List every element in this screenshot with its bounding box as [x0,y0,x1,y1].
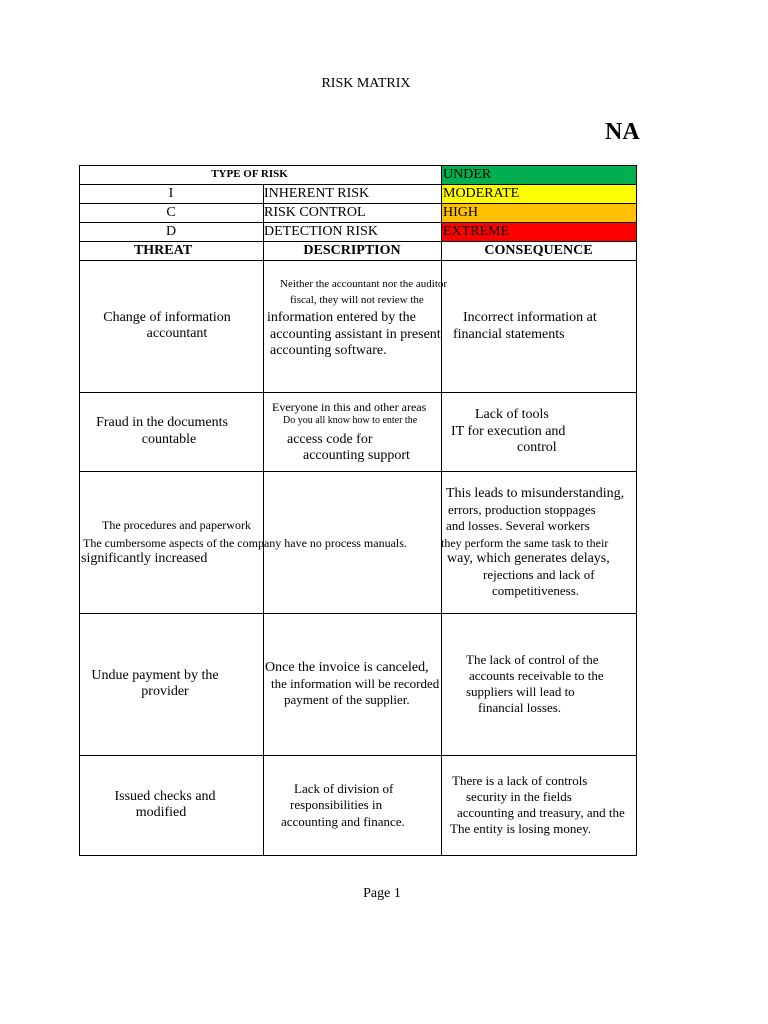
description-line: responsibilities in [290,797,383,812]
description-line: Lack of division of [294,781,394,796]
threat-line: Issued checks and [114,789,216,804]
consequence-line: IT for execution and [451,424,566,439]
level-high: HIGH [443,205,478,220]
level-extreme: EXTREME [443,224,510,239]
description-line: fiscal, they will not review the [290,294,424,306]
description-line: Do you all know how to enter the [283,415,418,426]
risk-label-control: RISK CONTROL [264,205,366,220]
description-line: the information will be recorded [271,676,440,691]
description-line: information entered by the [267,310,416,325]
header-consequence: CONSEQUENCE [484,243,593,258]
risk-code-d: D [165,224,177,239]
document-code: NA [605,119,640,145]
page-title: RISK MATRIX [321,76,411,91]
threat-line: Change of information [103,310,231,325]
description-line: accounting and finance. [281,814,405,829]
risk-code-c: C [166,205,176,220]
description-line: access code for [287,432,373,447]
description-line: accounting assistant in present [270,327,441,342]
consequence-line: Incorrect information at [463,310,597,325]
consequence-line: competitiveness. [492,583,580,598]
threat-line: Fraud in the documents [96,415,228,430]
consequence-line: and losses. Several workers [446,518,590,533]
consequence-line: accounts receivable to the [469,668,604,683]
threat-line: Undue payment by the [91,668,219,683]
risk-label-inherent: INHERENT RISK [264,186,370,201]
description-line: Neither the accountant nor the auditor [280,278,448,290]
threat-line: accountant [146,326,208,341]
consequence-line: security in the fields [466,789,572,804]
description-line: accounting support [303,448,410,463]
header-threat: THREAT [133,243,193,258]
description-line: payment of the supplier. [284,692,410,707]
consequence-line: The lack of control of the [466,652,599,667]
consequence-line: control [517,440,557,455]
threat-line: The procedures and paperwork [102,518,251,532]
level-under: UNDER [443,167,492,182]
consequence-line: financial losses. [478,700,562,715]
consequence-line: This leads to misunderstanding, [446,486,625,501]
type-of-risk-header: TYPE OF RISK [211,168,288,180]
consequence-line: suppliers will lead to [466,684,575,699]
consequence-line: The entity is losing money. [450,821,592,836]
threat-line: significantly increased [81,551,208,566]
description-line: accounting software. [270,343,387,358]
threat-line: The cumbersome aspects of the company have no process manuals. [83,536,407,550]
description-line: Everyone in this and other areas [272,400,427,414]
threat-line: provider [141,684,189,699]
page-number: Page 1 [363,886,401,901]
consequence-line: rejections and lack of [483,567,595,582]
threat-line: countable [141,432,197,447]
threat-line: modified [135,805,187,820]
risk-label-detection: DETECTION RISK [264,224,378,239]
header-description: DESCRIPTION [303,243,401,258]
consequence-line: they perform the same task to their [441,536,609,550]
consequence-line: accounting and treasury, and the [457,805,625,820]
consequence-line: There is a lack of controls [452,773,588,788]
consequence-line: financial statements [453,327,565,342]
risk-code-i: I [168,186,174,201]
consequence-line: Lack of tools [475,407,549,422]
consequence-line: errors, production stoppages [448,502,596,517]
level-moderate: MODERATE [443,186,520,201]
description-line: Once the invoice is canceled, [265,660,429,675]
consequence-line: way, which generates delays, [447,551,610,566]
